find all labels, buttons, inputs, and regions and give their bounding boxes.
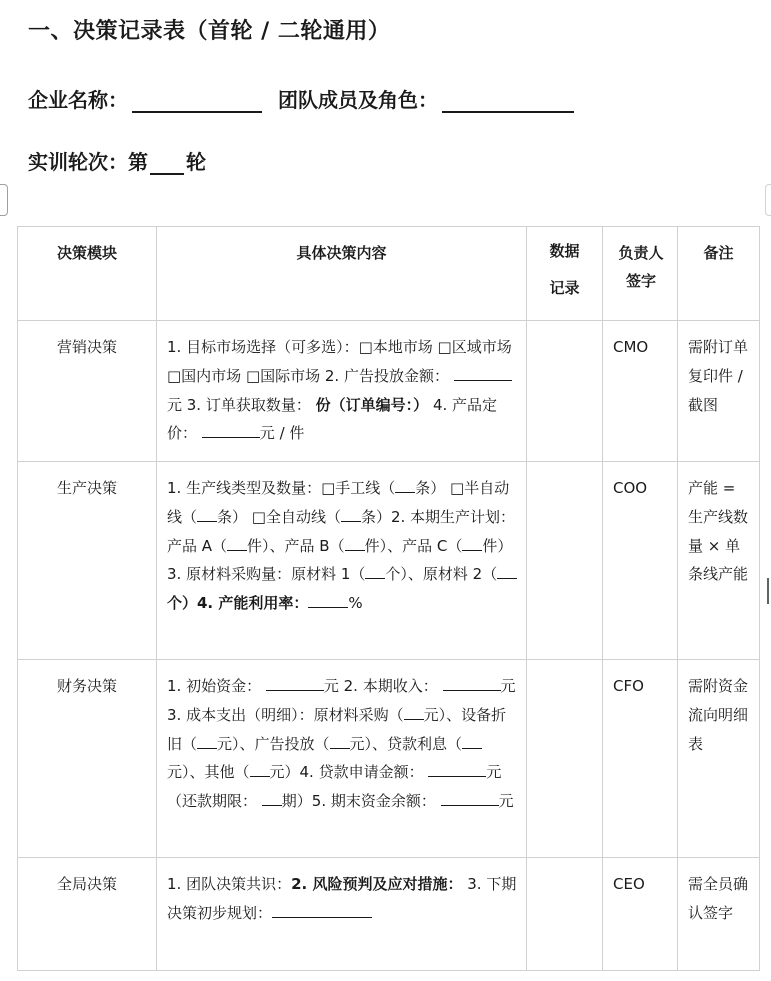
fill-blank[interactable] — [497, 562, 517, 579]
fill-blank[interactable] — [454, 364, 512, 381]
fill-blank[interactable] — [308, 591, 348, 608]
team-members-blank[interactable] — [442, 89, 574, 113]
fill-blank[interactable] — [250, 760, 270, 777]
fill-blank[interactable] — [345, 534, 365, 551]
fill-blank[interactable] — [197, 505, 217, 522]
module-cell: 营销决策 — [18, 321, 157, 462]
fill-blank[interactable] — [330, 732, 350, 749]
header-module: 决策模块 — [18, 227, 157, 321]
data-record-cell[interactable] — [527, 858, 603, 971]
left-edge-handle[interactable] — [0, 184, 8, 216]
module-cell: 财务决策 — [18, 660, 157, 858]
decision-content-cell: 1. 团队决策共识：2. 风险预判及应对措施： 3. 下期决策初步规划： — [157, 858, 527, 971]
table-row — [18, 858, 760, 971]
decision-content-cell: 1. 初始资金： 元 2. 本期收入： 元 3. 成本支出（明细）：原材料采购（ 元）、设备折旧（ 元）、广告投放（ 元）、贷款利息（元）、其他（ 元）4. 贷款申请金额： 元（还款期限： 期）5. 期末资金余额： 元 — [157, 660, 527, 858]
fill-blank[interactable] — [262, 789, 282, 806]
header-owner-sign: 负责人签字 — [603, 227, 678, 321]
table-row — [18, 660, 760, 858]
owner-sign-cell[interactable]: CMO — [603, 321, 678, 462]
header-content: 具体决策内容 — [157, 227, 527, 321]
company-name-blank[interactable] — [132, 89, 262, 113]
team-label: 团队成员及角色： — [278, 88, 438, 112]
owner-sign-cell[interactable]: CEO — [603, 858, 678, 971]
header-data-record: 数据记录 — [527, 227, 603, 321]
section-heading: 一、决策记录表（首轮 / 二轮通用） — [28, 19, 391, 44]
fill-blank[interactable] — [365, 562, 385, 579]
fill-blank[interactable] — [341, 505, 361, 522]
company-label: 企业名称： — [28, 88, 128, 112]
fill-blank[interactable] — [428, 760, 486, 777]
table-row — [18, 321, 760, 462]
fill-blank[interactable] — [272, 901, 372, 918]
fill-blank[interactable] — [197, 732, 217, 749]
decision-record-table — [17, 226, 760, 971]
decision-content-cell: 1. 生产线类型及数量：□手工线（ 条） □半自动线（ 条） □全自动线（ 条）2. 本期生产计划：产品 A（ 件）、产品 B（ 件）、产品 C（ 件）3. 原材料采购量：原材料 1（ 个）、原材料 2（个）4. 产能利用率： % — [157, 462, 527, 660]
table-header-row — [18, 227, 760, 321]
fill-blank[interactable] — [462, 534, 482, 551]
header-note: 备注 — [678, 227, 760, 321]
owner-sign-cell[interactable]: CFO — [603, 660, 678, 858]
scroll-indicator[interactable] — [767, 578, 769, 604]
decision-content-cell: 1. 目标市场选择（可多选）：□本地市场 □区域市场 □国内市场 □国际市场 2. 广告投放金额： 元 3. 订单获取数量： 份（订单编号：） 4. 产品定价： 元 / 件 — [157, 321, 527, 462]
fill-blank[interactable] — [441, 789, 499, 806]
fill-blank[interactable] — [202, 421, 260, 438]
note-cell: 需全员确认签字 — [678, 858, 760, 971]
data-record-cell[interactable] — [527, 462, 603, 660]
data-record-cell[interactable] — [527, 660, 603, 858]
fill-blank[interactable] — [227, 534, 247, 551]
data-record-cell[interactable] — [527, 321, 603, 462]
round-prefix: 实训轮次：第 — [28, 150, 148, 174]
table-row — [18, 462, 760, 660]
fill-blank[interactable] — [462, 732, 482, 749]
module-cell: 全局决策 — [18, 858, 157, 971]
note-cell: 产能 = 生产线数量 × 单条线产能 — [678, 462, 760, 660]
fill-blank[interactable] — [443, 674, 501, 691]
note-cell: 需附订单复印件 / 截图 — [678, 321, 760, 462]
round-suffix: 轮 — [186, 150, 206, 174]
owner-sign-cell[interactable]: COO — [603, 462, 678, 660]
company-team-line — [28, 84, 578, 113]
round-number-blank[interactable] — [150, 151, 184, 175]
module-cell: 生产决策 — [18, 462, 157, 660]
right-edge-handle[interactable] — [765, 184, 771, 216]
note-cell: 需附资金流向明细表 — [678, 660, 760, 858]
fill-blank[interactable] — [404, 703, 424, 720]
round-line — [28, 146, 206, 175]
fill-blank[interactable] — [395, 476, 415, 493]
fill-blank[interactable] — [266, 674, 324, 691]
